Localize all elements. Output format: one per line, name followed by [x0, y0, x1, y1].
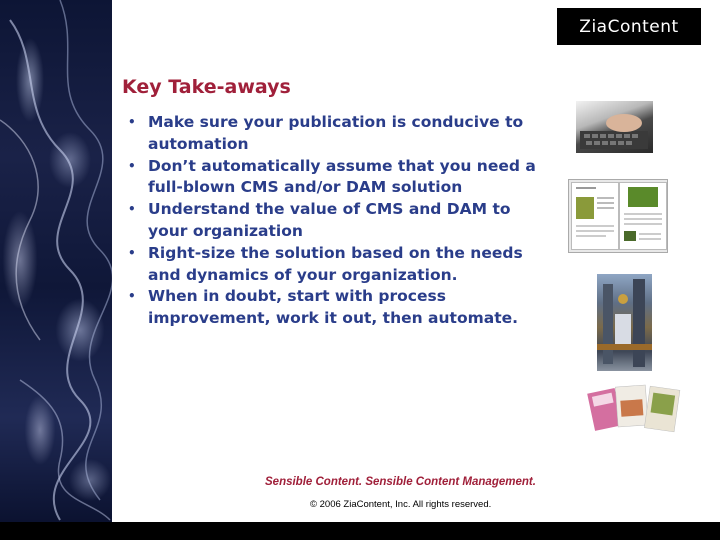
bullet-icon: •	[128, 245, 136, 260]
tagline: Sensible Content. Sensible Content Management.	[265, 476, 536, 488]
copyright-notice: © 2006 ZiaContent, Inc. All rights reserved.	[310, 499, 492, 510]
list-item	[126, 156, 546, 200]
bullet-text: Right-size the solution based on the needs and dynamics of your organization.	[148, 243, 523, 284]
bullet-text: Don’t automatically assume that you need a full-blown CMS and/or DAM solution	[148, 156, 536, 197]
document-page	[619, 182, 667, 250]
typing-photo	[576, 101, 653, 153]
bullet-icon: •	[128, 202, 136, 217]
list-item	[126, 286, 546, 330]
list-item	[126, 112, 546, 156]
decorative-side-image	[0, 0, 112, 522]
logo-text: ZiaContent	[579, 16, 679, 37]
takeaway-list	[126, 112, 546, 330]
list-item	[126, 199, 546, 243]
bullet-icon: •	[128, 289, 136, 304]
bullet-text: Make sure your publication is conducive to automation	[148, 113, 524, 153]
ziacontent-logo	[557, 8, 701, 45]
document-preview-image	[568, 179, 668, 253]
printing-press-photo	[597, 274, 652, 371]
bullet-text: When in doubt, start with process improvement, work it out, then automate.	[148, 287, 519, 328]
bullet-icon: •	[128, 115, 136, 129]
footer-bar	[0, 522, 720, 540]
slide-title: Key Take-aways	[122, 76, 291, 98]
list-item	[126, 243, 546, 287]
booklets-photo	[587, 380, 685, 438]
bullet-icon: •	[128, 158, 136, 173]
bullet-text: Understand the value of CMS and DAM to your organization	[148, 200, 511, 240]
document-page	[571, 182, 619, 250]
